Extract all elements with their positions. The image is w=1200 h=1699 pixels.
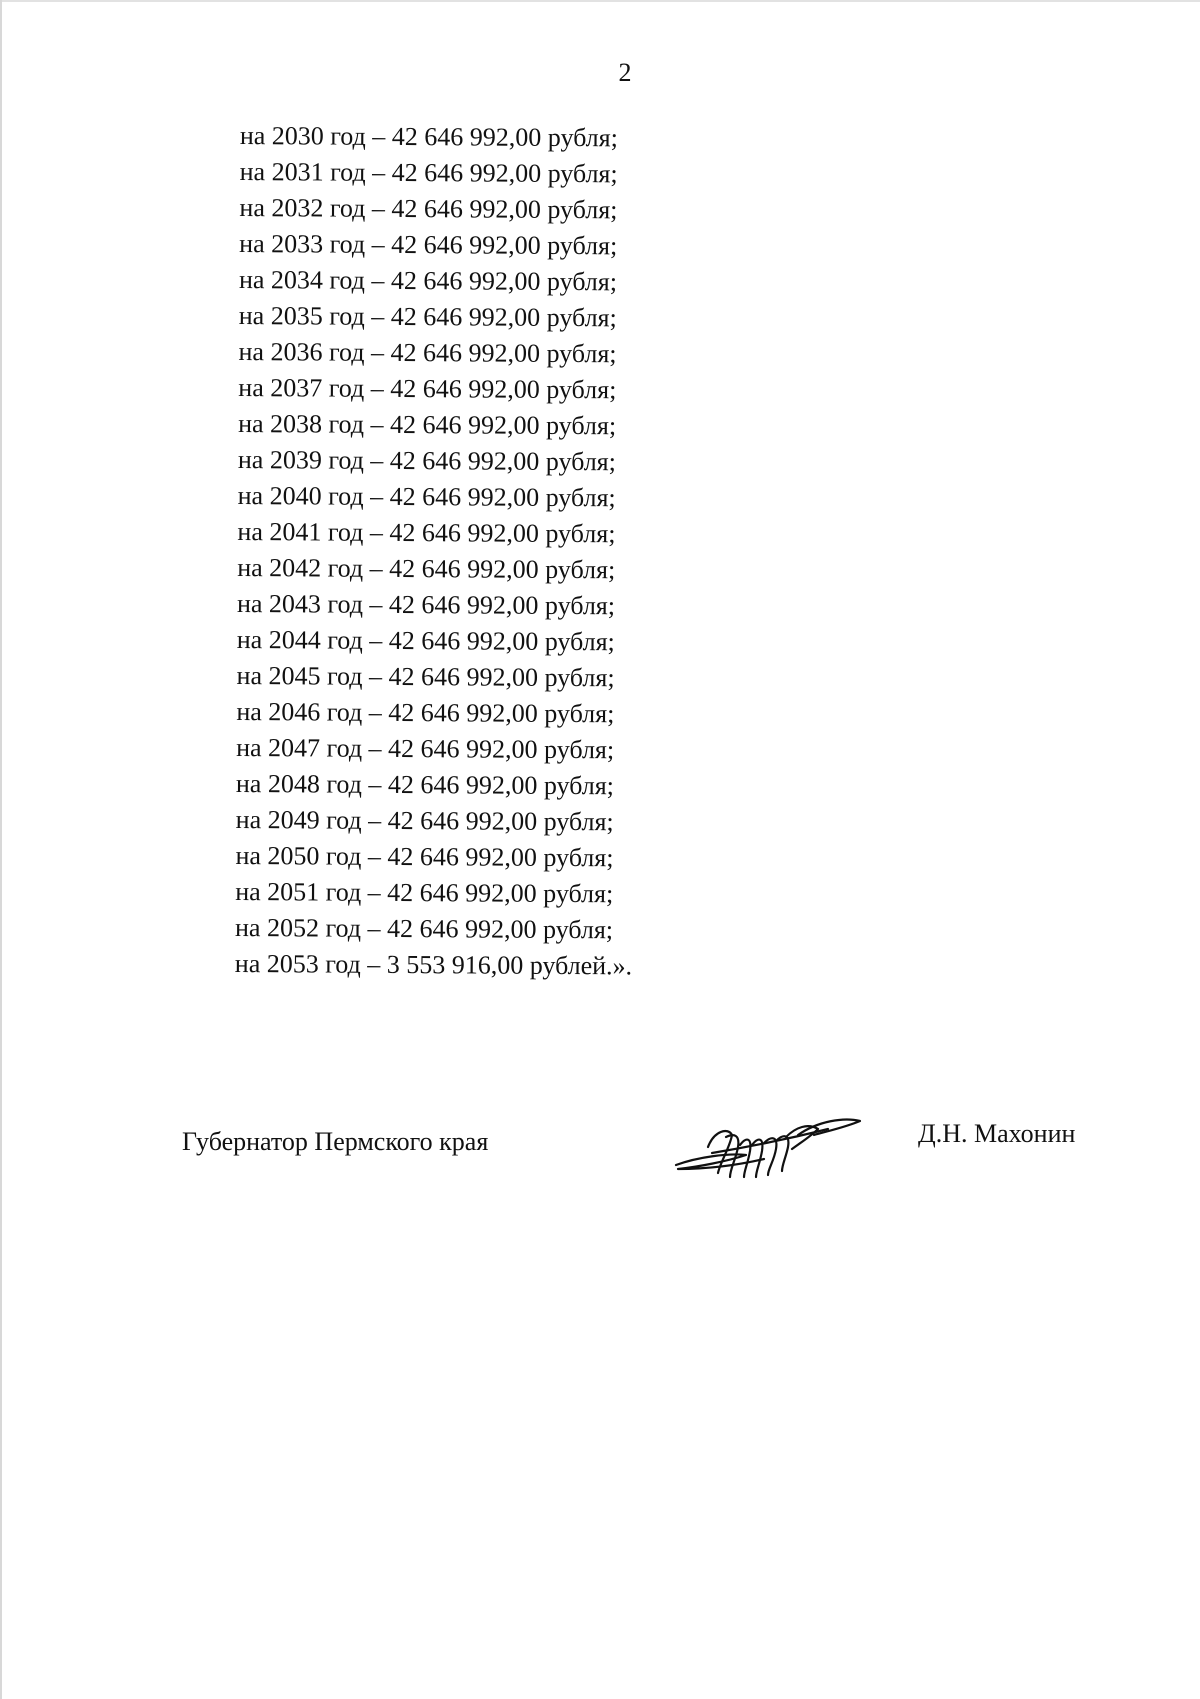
budget-line: на 2036 год – 42 646 992,00 рубля; [238, 336, 617, 369]
budget-line: на 2037 год – 42 646 992,00 рубля; [238, 372, 617, 405]
budget-line: на 2051 год – 42 646 992,00 рубля; [235, 876, 614, 909]
scan-top-edge [0, 0, 1200, 2]
budget-line: на 2040 год – 42 646 992,00 рубля; [237, 480, 616, 513]
budget-line: на 2030 год – 42 646 992,00 рубля; [239, 120, 618, 153]
budget-line: на 2042 год – 42 646 992,00 рубля; [237, 552, 616, 585]
budget-line: на 2038 год – 42 646 992,00 рубля; [238, 408, 617, 441]
budget-line: на 2041 год – 42 646 992,00 рубля; [237, 516, 616, 549]
budget-line: на 2031 год – 42 646 992,00 рубля; [239, 156, 618, 189]
budget-line: на 2049 год – 42 646 992,00 рубля; [235, 804, 614, 837]
signature-block [0, 1115, 1200, 1195]
budget-line: на 2046 год – 42 646 992,00 рубля; [236, 696, 615, 729]
budget-line: на 2048 год – 42 646 992,00 рубля; [235, 768, 615, 801]
budget-line: на 2032 год – 42 646 992,00 рубля; [239, 192, 618, 225]
budget-line: на 2045 год – 42 646 992,00 рубля; [236, 660, 615, 693]
budget-line: на 2050 год – 42 646 992,00 рубля; [235, 840, 614, 873]
budget-line: на 2053 год – 3 553 916,00 рублей.». [234, 948, 633, 981]
budget-line: на 2043 год – 42 646 992,00 рубля; [236, 588, 616, 621]
budget-line: на 2034 год – 42 646 992,00 рубля; [238, 264, 618, 297]
budget-list [235, 118, 638, 984]
budget-line: на 2044 год – 42 646 992,00 рубля; [236, 624, 615, 657]
budget-line: на 2033 год – 42 646 992,00 рубля; [239, 228, 618, 261]
handwritten-signature-icon [668, 1107, 868, 1187]
budget-line: на 2039 год – 42 646 992,00 рубля; [237, 444, 617, 477]
budget-line: на 2035 год – 42 646 992,00 рубля; [238, 300, 617, 333]
page-number: 2 [618, 58, 632, 87]
signer-name: Д.Н. Махонин [918, 1119, 1076, 1148]
budget-line: на 2047 год – 42 646 992,00 рубля; [236, 732, 615, 765]
scan-left-edge [0, 0, 2, 1699]
budget-line: на 2052 год – 42 646 992,00 рубля; [234, 912, 614, 945]
signer-title: Губернатор Пермского края [182, 1127, 489, 1156]
